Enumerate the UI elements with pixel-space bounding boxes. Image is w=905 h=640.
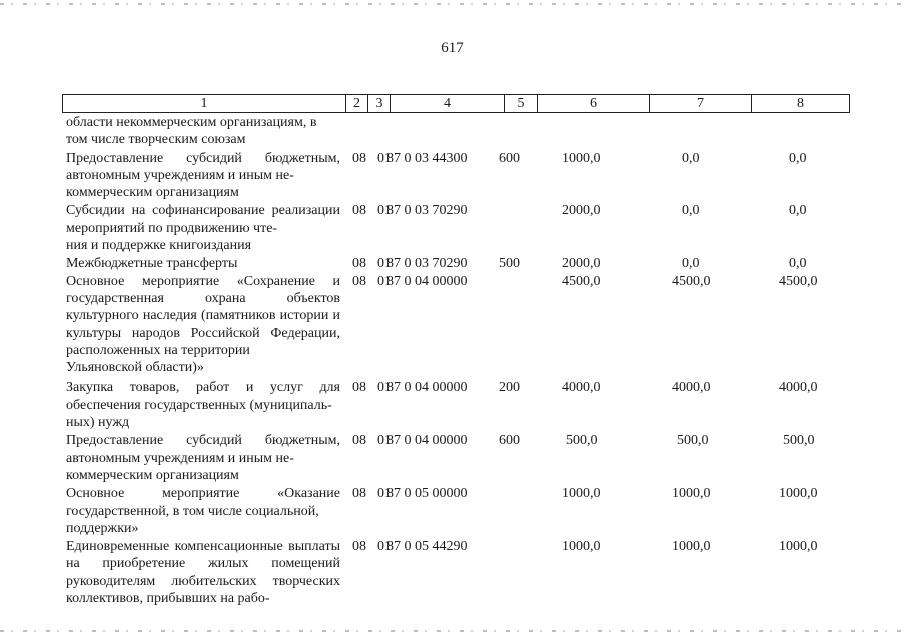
header-col-6: 6 <box>538 95 650 112</box>
cell-amount-1: 2000,0 <box>562 256 601 272</box>
cell-subsection: 01 <box>377 150 391 166</box>
table-row <box>0 485 905 537</box>
scan-edge-bottom <box>0 630 905 632</box>
table-header <box>62 94 850 113</box>
table-row <box>0 255 905 272</box>
cell-subsection: 01 <box>377 539 391 555</box>
cell-amount-2: 0,0 <box>682 256 700 272</box>
cell-section: 08 <box>352 150 366 166</box>
cell-target-article: 87 0 03 70290 <box>387 203 468 219</box>
cell-amount-3: 4000,0 <box>779 380 818 396</box>
cell-amount-1: 1000,0 <box>562 486 601 502</box>
table-row <box>0 273 905 377</box>
cell-target-article: 87 0 03 70290 <box>387 256 468 272</box>
header-col-4: 4 <box>391 95 505 112</box>
row-description: Межбюджетные трансферты <box>66 256 238 272</box>
table-row <box>0 379 905 431</box>
cell-section: 08 <box>352 486 366 502</box>
cell-expense-type: 200 <box>499 380 520 396</box>
row-description: Предоставление субсидий бюджетным, автономным учреждениям и иным не- коммерческим организациям <box>66 433 340 483</box>
table-body <box>0 114 905 607</box>
cell-subsection: 01 <box>377 433 391 449</box>
cell-target-article: 87 0 03 44300 <box>387 150 468 166</box>
cell-target-article: 87 0 05 44290 <box>387 539 468 555</box>
cell-amount-2: 1000,0 <box>672 486 711 502</box>
cell-section: 08 <box>352 203 366 219</box>
table-row <box>0 202 905 254</box>
cell-subsection: 01 <box>377 273 391 289</box>
cell-amount-1: 1000,0 <box>562 539 601 555</box>
cell-section: 08 <box>352 256 366 272</box>
row-description: Единовременные компенсационные выплаты на приобретение жилых помещений руководителям любительских творческих коллективов, прибывших на рабо- <box>66 539 340 607</box>
cell-target-article: 87 0 04 00000 <box>387 380 468 396</box>
header-col-8: 8 <box>797 96 804 111</box>
cell-amount-3: 1000,0 <box>779 539 818 555</box>
cell-amount-3: 4500,0 <box>779 273 818 289</box>
cell-amount-3: 0,0 <box>789 203 807 219</box>
row-description: Предоставление субсидий бюджетным, автономным учреждениям и иным не- коммерческим организациям <box>66 150 340 201</box>
cell-section: 08 <box>352 273 366 289</box>
scan-edge-top <box>0 3 905 5</box>
header-col-2: 2 <box>346 95 368 112</box>
cell-amount-3: 1000,0 <box>779 486 818 502</box>
table-row <box>0 150 905 202</box>
cell-amount-1: 500,0 <box>566 433 598 449</box>
cell-subsection: 01 <box>377 256 391 272</box>
table-row <box>0 538 905 607</box>
cell-target-article: 87 0 04 00000 <box>387 273 468 289</box>
cell-amount-2: 4500,0 <box>672 273 711 289</box>
cell-amount-3: 0,0 <box>789 256 807 272</box>
cell-expense-type: 600 <box>499 150 520 166</box>
cell-amount-1: 4000,0 <box>562 380 601 396</box>
row-description: Закупка товаров, работ и услуг для обеспечения государственных (муниципаль- ных) нужд <box>66 380 340 431</box>
cell-expense-type: 500 <box>499 256 520 272</box>
cell-amount-1: 1000,0 <box>562 150 601 166</box>
table-row <box>0 114 905 149</box>
cell-section: 08 <box>352 433 366 449</box>
cell-target-article: 87 0 05 00000 <box>387 486 468 502</box>
header-col-7: 7 <box>650 95 752 112</box>
cell-section: 08 <box>352 539 366 555</box>
table-row <box>0 432 905 484</box>
cell-amount-2: 500,0 <box>677 433 709 449</box>
cell-amount-2: 4000,0 <box>672 380 711 396</box>
cell-amount-1: 2000,0 <box>562 203 601 219</box>
page-number: 617 <box>441 40 464 56</box>
cell-amount-3: 500,0 <box>783 433 815 449</box>
row-description: Субсидии на софинансирование реализации мероприятий по продвижению чте- ния и поддержке книгоиздания <box>66 203 340 254</box>
row-description: Основное мероприятие «Сохранение и государственная охрана объектов культурного наследия (памятников истории и культуры народов Российской Федерации, расположенных на территории Ульяновской области)» <box>66 273 340 376</box>
cell-amount-2: 0,0 <box>682 203 700 219</box>
header-col-5: 5 <box>505 95 538 112</box>
header-col-1: 1 <box>63 95 346 112</box>
row-description: области некоммерческим организациям, в том числе творческим союзам <box>66 115 317 148</box>
cell-amount-2: 1000,0 <box>672 539 711 555</box>
cell-amount-2: 0,0 <box>682 150 700 166</box>
cell-amount-3: 0,0 <box>789 150 807 166</box>
cell-amount-1: 4500,0 <box>562 273 601 289</box>
cell-subsection: 01 <box>377 380 391 396</box>
header-col-3: 3 <box>368 95 391 112</box>
cell-subsection: 01 <box>377 203 391 219</box>
cell-section: 08 <box>352 380 366 396</box>
cell-expense-type: 600 <box>499 433 520 449</box>
cell-target-article: 87 0 04 00000 <box>387 433 468 449</box>
row-description: Основное мероприятие «Оказание государственной, в том числе социальной, поддержки» <box>66 486 340 536</box>
cell-subsection: 01 <box>377 486 391 502</box>
